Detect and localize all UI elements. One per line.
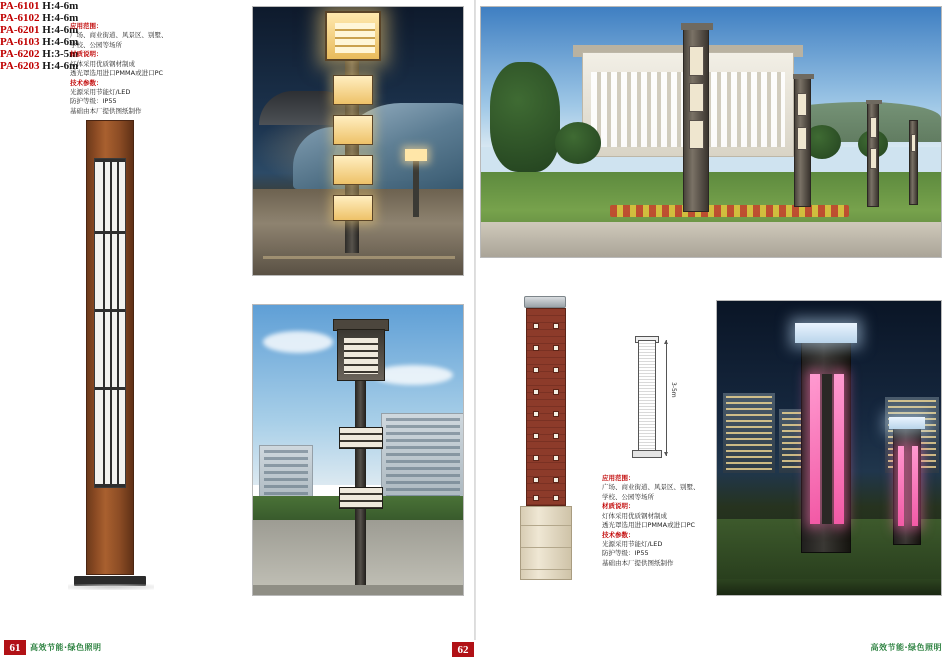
lamp-column <box>909 120 918 205</box>
page-seam <box>474 0 476 640</box>
spec-app-line-1: 广场、商业街道、风景区、别墅、 <box>70 31 168 40</box>
column-body <box>526 308 566 506</box>
lamp-head <box>325 11 381 61</box>
page-number-right-visible: 62 <box>452 642 474 657</box>
spec-tech-title: 技术参数： <box>70 78 103 87</box>
lamp-column-secondary <box>893 427 921 545</box>
spec-tech-title: 技术参数： <box>602 530 635 539</box>
caption-id: PA-6202 <box>0 48 43 60</box>
spec-app-title: 应用范围： <box>602 474 635 482</box>
spec-material-line-2: 透光罩选用进口PMMA或进口PC <box>602 521 696 530</box>
footer-slogan-left: 高效节能·绿色照明 <box>30 643 102 652</box>
footer-right <box>866 638 946 657</box>
drawing-base <box>632 450 662 458</box>
photo-pa6103 <box>252 304 464 596</box>
spec-material-title: 材质说明： <box>602 502 635 511</box>
footer-left <box>4 638 106 657</box>
drawing-post <box>638 340 656 452</box>
caption-height: H:4-6m <box>42 0 79 12</box>
lamp-cap <box>795 323 857 343</box>
dimension-label: 3-5m <box>670 382 677 398</box>
caption-id: PA-6201 <box>0 24 43 36</box>
photo-pa6203 <box>716 300 942 596</box>
lamp-column <box>683 27 709 212</box>
caption-height: H:3-5m <box>42 48 79 60</box>
lamp-column <box>794 77 811 207</box>
spec-material-title: 材质说明： <box>70 50 103 59</box>
caption-id: PA-6101 <box>0 0 43 12</box>
spec-tech-line-1: 光源采用节能灯/LED <box>70 87 131 96</box>
spec-tech-line-2: 防护等级：IP55 <box>70 97 117 106</box>
footer-slogan-right: 高效节能·绿色照明 <box>870 643 942 652</box>
caption-height: H:4-6m <box>42 60 79 72</box>
caption-id: PA-6102 <box>0 12 43 24</box>
lamp-column-main <box>801 339 851 553</box>
spec-app-line-1: 广场、商业街道、风景区、别墅、 <box>602 483 700 492</box>
spec-tech-line-2: 防护等级：IP55 <box>602 549 649 558</box>
product-illustration-pa6101 <box>74 120 146 590</box>
dimension-drawing <box>620 336 690 468</box>
spec-material-line-1: 灯体采用优质钢材制成 <box>602 511 667 520</box>
spec-tech-line-1: 光源采用节能灯/LED <box>602 539 663 548</box>
column-plinth <box>520 506 572 580</box>
lamp-light-panel <box>94 158 126 488</box>
lamp-shadow <box>68 584 154 590</box>
page-number-right-anchor <box>452 642 474 657</box>
caption-id: PA-6103 <box>0 36 43 48</box>
spec-material-line-1: 灯体采用优质钢材制成 <box>70 59 135 68</box>
spec-block-right <box>602 474 720 568</box>
spec-app-line-2: 学校、公园等场所 <box>70 40 122 49</box>
product-illustration-pa6202 <box>498 296 593 596</box>
photo-pa6201 <box>480 6 942 258</box>
caption-height: H:4-6m <box>42 12 79 24</box>
spec-app-title: 应用范围： <box>70 22 103 30</box>
caption-id: PA-6203 <box>0 60 43 72</box>
caption-height: H:4-6m <box>42 36 79 48</box>
lamp-cap <box>889 417 925 429</box>
lamp-head <box>337 329 385 381</box>
column-cap <box>524 296 566 308</box>
spec-tech-line-3: 基础由本厂提供图纸制作 <box>70 106 142 115</box>
lamp-column <box>867 102 879 207</box>
spec-block-left <box>70 22 188 116</box>
photo-pa6102 <box>252 6 464 276</box>
page-number-left: 61 <box>4 640 26 655</box>
spec-material-line-2: 透光罩选用进口PMMA或进口PC <box>70 69 164 78</box>
spec-tech-line-3: 基础由本厂提供图纸制作 <box>602 558 674 567</box>
caption-height: H:4-6m <box>42 24 79 36</box>
spec-app-line-2: 学校、公园等场所 <box>602 492 654 501</box>
dimension-arrow-icon <box>666 340 667 456</box>
